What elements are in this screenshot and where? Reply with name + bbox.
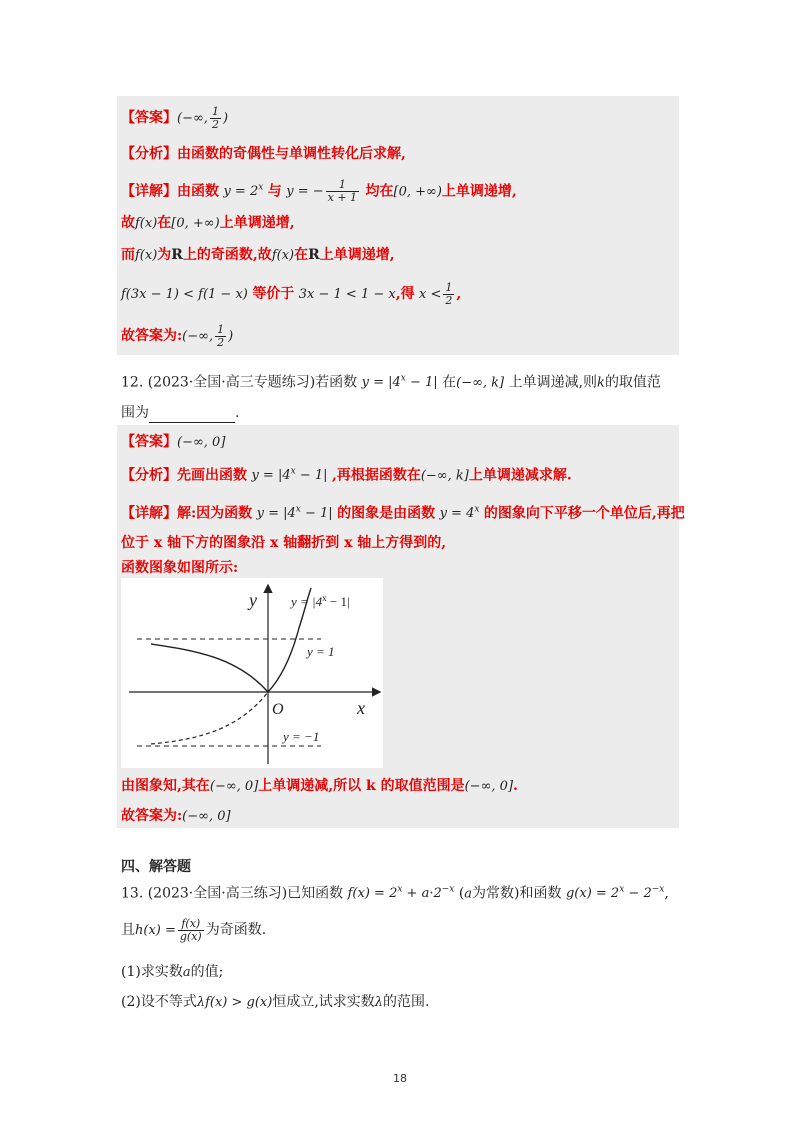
q12-stem: 12. (2023·全国·高三专题练习)若函数 $y = |4^x - 1|$ 在(−∞, k] 上单调递减,则k的取值范 xyxy=(121,374,661,391)
q11-line3: 而f(x)为R上的奇函数,故f(x)在R上单调递增, xyxy=(121,247,395,263)
analysis-label: 【分析】 xyxy=(121,146,177,162)
line-bottom-label: y = −1 xyxy=(283,729,320,744)
graph-svg xyxy=(121,578,383,768)
q13-line2: 且h(x) = $\frac{f(x)}{g(x)}$ 为奇函数. xyxy=(121,917,267,943)
y-axis-label: y xyxy=(249,590,257,610)
q11-detail-line: 【详解】由函数 $y = 2^x$ 与 y = − $\frac{1}{x + 1}$ 均在[0, +∞)上单调递增, xyxy=(121,178,517,205)
q12-final-line: 故答案为:(−∞, 0] xyxy=(121,808,231,824)
function-graph xyxy=(121,578,383,768)
answer-label: 【答案】 xyxy=(121,110,177,126)
x-axis-label: x xyxy=(357,698,365,718)
q11-line4: f(3x − 1) < f(1 − x) 等价于 3x − 1 < 1 − x,得 x < $\frac{1}{2}$ , xyxy=(121,281,462,307)
curve-left xyxy=(151,644,268,692)
line-top-label: y = 1 xyxy=(307,644,335,659)
q11-line2: 故f(x)在[0, +∞)上单调递增, xyxy=(121,215,295,231)
curve-label: $y = |4^x - 1|$ xyxy=(291,593,350,609)
answer-math: (−∞, $\frac{1}{2}$ ) xyxy=(177,105,229,131)
page-number: 18 xyxy=(393,1072,407,1085)
q12-answer-line: 【答案】(−∞, 0] xyxy=(121,434,226,450)
section-title: 四、解答题 xyxy=(121,859,191,875)
q12-detail-line: 【详解】解:因为函数 $y = |4^x - 1|$ 的图象是由函数 $y = 4^x$ 的图象向下平移一个单位后,再把 xyxy=(121,505,685,522)
detail-label: 【详解】 xyxy=(121,183,177,200)
q13-stem: 13. (2023·全国·高三练习)已知函数 $f(x) = 2^x + a\cdot 2^{-x}$ (a为常数)和函数 $g(x) = 2^x - 2^{-x}$, xyxy=(121,885,669,902)
q11-analysis-line: 【分析】由函数的奇偶性与单调性转化后求解, xyxy=(121,146,406,162)
q13-part2: (2)设不等式λf(x) > g(x)恒成立,试求实数λ的范围. xyxy=(121,994,430,1010)
q12-stem-line2: 围为 . xyxy=(121,405,240,421)
q12-detail-line2: 位于 x 轴下方的图象沿 x 轴翻折到 x 轴上方得到的, xyxy=(121,535,447,551)
origin-label: O xyxy=(272,701,284,718)
q12-conclusion-line: 由图象知,其在(−∞, 0]上单调递减,所以 k 的取值范围是(−∞, 0]. xyxy=(121,778,518,794)
q12-detail-line3: 函数图象如图所示: xyxy=(121,560,239,576)
curve-dashed xyxy=(151,692,268,744)
answer-blank[interactable] xyxy=(149,408,235,423)
q11-final-line: 故答案为:(−∞, $\frac{1}{2}$ ) xyxy=(121,323,234,349)
q12-analysis-line: 【分析】先画出函数 $y = |4^x - 1|$ ,再根据函数在(−∞, k]上单调递减求解. xyxy=(121,467,572,484)
q13-part1: (1)求实数a的值; xyxy=(121,964,224,980)
q11-answer-line xyxy=(121,106,228,131)
